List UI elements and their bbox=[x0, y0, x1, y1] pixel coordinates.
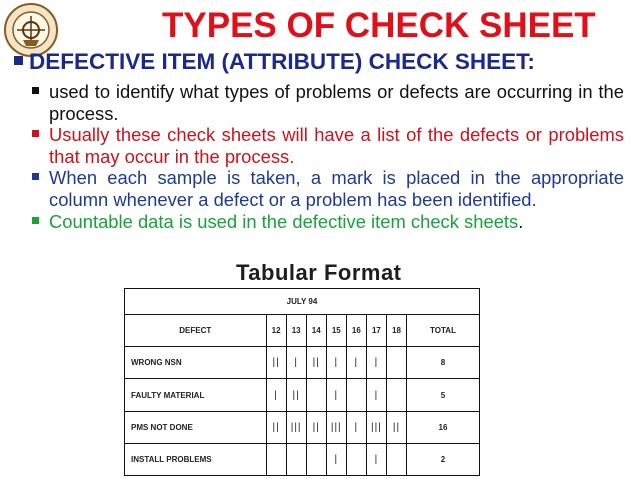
tally-cell: | bbox=[326, 443, 346, 475]
tally-cell bbox=[286, 443, 306, 475]
tally-cell bbox=[346, 443, 366, 475]
bullet-item bbox=[30, 167, 624, 210]
tally-cell: || bbox=[386, 411, 406, 443]
tally-cell: | bbox=[326, 379, 346, 411]
total-cell: 16 bbox=[406, 411, 479, 443]
section-heading bbox=[14, 48, 634, 76]
bullet-trailing: . bbox=[518, 210, 524, 232]
table-row bbox=[125, 443, 480, 475]
column-header: 16 bbox=[346, 315, 366, 347]
tally-cell: ||| bbox=[326, 411, 346, 443]
table-row bbox=[125, 347, 480, 379]
bullet-list bbox=[30, 81, 624, 232]
column-header: 18 bbox=[386, 315, 406, 347]
table-row bbox=[125, 379, 480, 411]
tally-cell: | bbox=[346, 411, 366, 443]
bullet-text: used to identify what types of problems or defects are occurring in the process. bbox=[49, 81, 624, 124]
bullet-text: When each sample is taken, a mark is placed in the appropriate column whenever a defect or a problem has been identified. bbox=[49, 167, 624, 210]
check-sheet-table bbox=[124, 288, 480, 476]
tally-cell: | bbox=[266, 379, 286, 411]
bullet-text: Countable data is used in the defective item check sheets bbox=[49, 210, 519, 232]
bullet-square-icon bbox=[32, 87, 39, 94]
tally-cell: | bbox=[286, 347, 306, 379]
tally-cell: | bbox=[366, 379, 386, 411]
bullet-item bbox=[30, 124, 624, 167]
defect-name: FAULTY MATERIAL bbox=[125, 379, 267, 411]
table-row bbox=[125, 411, 480, 443]
tally-cell: | bbox=[366, 347, 386, 379]
defect-name: PMS NOT DONE bbox=[125, 411, 267, 443]
tally-cell bbox=[266, 443, 286, 475]
column-header: 12 bbox=[266, 315, 286, 347]
tally-cell: || bbox=[286, 379, 306, 411]
column-header-row bbox=[125, 315, 480, 347]
bullet-item bbox=[30, 81, 624, 124]
tally-cell: || bbox=[306, 347, 326, 379]
tally-cell: || bbox=[266, 411, 286, 443]
column-header: 17 bbox=[366, 315, 386, 347]
bullet-square-icon bbox=[32, 130, 39, 137]
tally-cell bbox=[386, 443, 406, 475]
section-heading-text: DEFECTIVE ITEM (ATTRIBUTE) CHECK SHEET: bbox=[29, 49, 535, 74]
tally-cell: ||| bbox=[366, 411, 386, 443]
tally-cell: | bbox=[366, 443, 386, 475]
tally-cell bbox=[346, 379, 366, 411]
tally-cell bbox=[386, 379, 406, 411]
tally-cell: || bbox=[266, 347, 286, 379]
bullet-text: Usually these check sheets will have a list of the defects or problems that may occur in the process. bbox=[49, 124, 624, 167]
tally-cell: ||| bbox=[286, 411, 306, 443]
column-header: 15 bbox=[326, 315, 346, 347]
month-header: JULY 94 bbox=[125, 289, 480, 315]
tally-cell: | bbox=[326, 347, 346, 379]
total-cell: 8 bbox=[406, 347, 479, 379]
defect-name: WRONG NSN bbox=[125, 347, 267, 379]
column-header: 13 bbox=[286, 315, 306, 347]
column-header: TOTAL bbox=[406, 315, 479, 347]
table-title: Tabular Format bbox=[236, 260, 402, 285]
defect-name: INSTALL PROBLEMS bbox=[125, 443, 267, 475]
column-header: 14 bbox=[306, 315, 326, 347]
tally-cell bbox=[306, 443, 326, 475]
tally-cell bbox=[386, 347, 406, 379]
bullet-square-icon bbox=[32, 173, 39, 180]
slide-title: TYPES OF CHECK SHEET bbox=[162, 6, 596, 45]
total-cell: 2 bbox=[406, 443, 479, 475]
bullet-square-icon bbox=[32, 217, 39, 224]
column-header: DEFECT bbox=[125, 315, 267, 347]
tally-cell: || bbox=[306, 411, 326, 443]
bullet-square-icon bbox=[14, 56, 23, 65]
tally-cell: | bbox=[346, 347, 366, 379]
bullet-item bbox=[30, 211, 624, 233]
tally-cell bbox=[306, 379, 326, 411]
total-cell: 5 bbox=[406, 379, 479, 411]
